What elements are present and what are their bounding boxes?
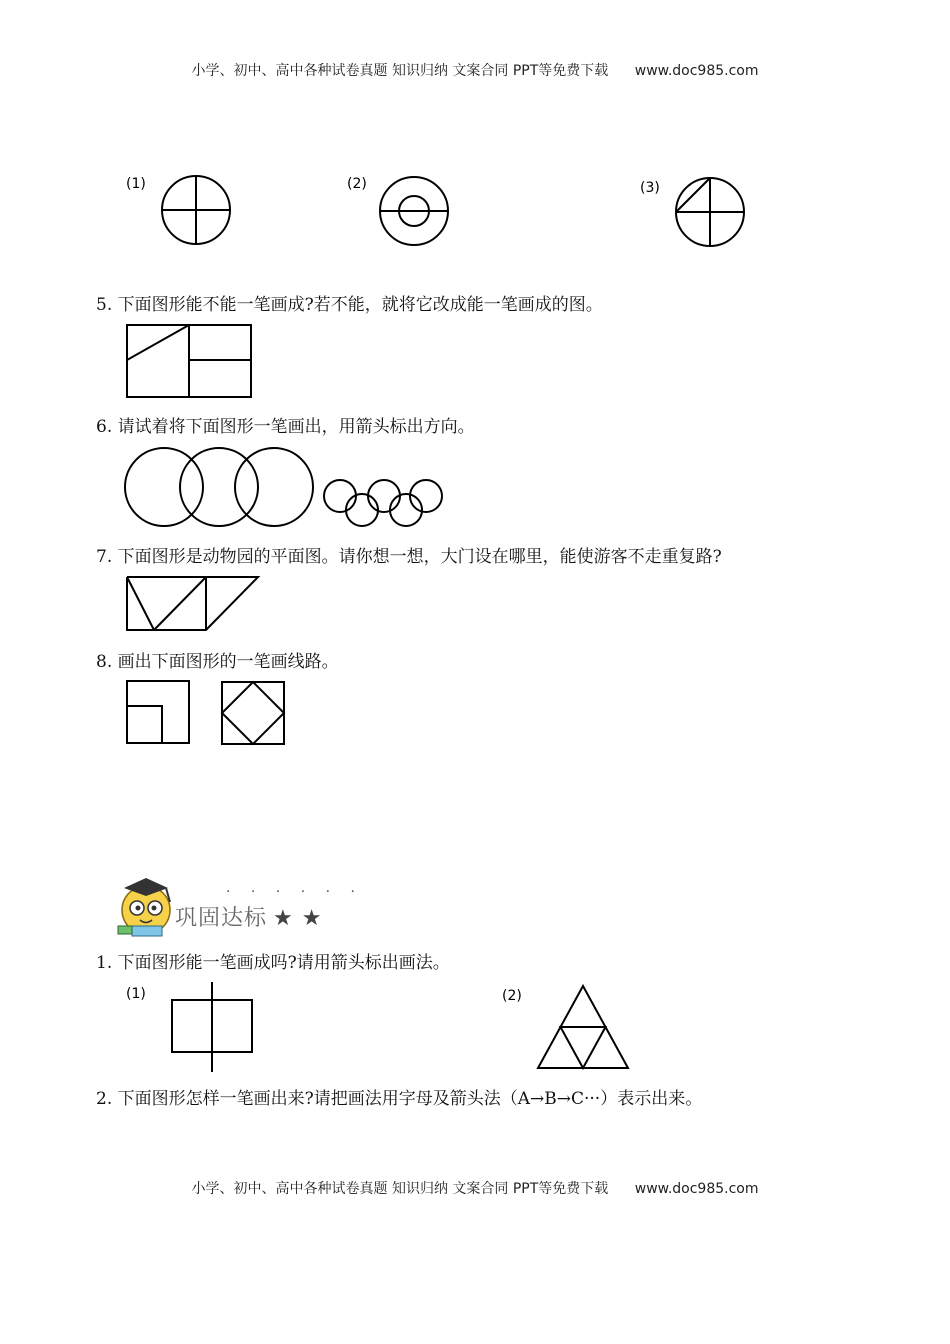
header-site[interactable]: www.doc985.com <box>634 63 759 79</box>
consolidate-fig2-label: (2) <box>502 988 522 1004</box>
mascot-icon <box>110 870 182 946</box>
consolidate-fig-1 <box>120 980 260 1074</box>
consolidate-question-1: 1. 下面图形能一笔画成吗?请用箭头标出画法。 <box>96 953 450 973</box>
consolidate-fig-2 <box>500 982 632 1072</box>
question-8: 8. 画出下面图形的一笔画线路。 <box>96 652 339 672</box>
q6-olympic-rings <box>322 478 446 530</box>
q5-rectangle-figure <box>126 324 256 402</box>
consolidate-question-2: 2. 下面图形怎样一笔画出来?请把画法用字母及箭头法（A→B→C···）表示出来。 <box>96 1089 703 1109</box>
circle-figure-2 <box>345 168 465 248</box>
question-7: 7. 下面图形是动物园的平面图。请你想一想，大门设在哪里，能使游客不走重复路? <box>96 547 722 567</box>
consolidate-fig1-label: (1) <box>126 986 146 1002</box>
fig1-label: (1) <box>126 176 146 192</box>
q6-three-circles <box>124 446 316 530</box>
fig2-label: (2) <box>347 176 367 192</box>
footer-site[interactable]: www.doc985.com <box>634 1181 759 1197</box>
fig3-label: (3) <box>640 180 660 196</box>
question-5: 5. 下面图形能不能一笔画成?若不能，就将它改成能一笔画成的图。 <box>96 295 603 315</box>
circle-figure-3 <box>638 170 758 250</box>
q7-zoo-plan-figure <box>126 576 261 632</box>
header-text: 小学、初中、高中各种试卷真题 知识归纳 文案合同 PPT等免费下载 <box>191 63 609 79</box>
section-dots: · · · · · · <box>226 884 363 900</box>
page-header <box>0 60 950 80</box>
footer-text: 小学、初中、高中各种试卷真题 知识归纳 文案合同 PPT等免费下载 <box>191 1181 609 1197</box>
question-6: 6. 请试着将下面图形一笔画出，用箭头标出方向。 <box>96 417 475 437</box>
section-title <box>175 901 322 932</box>
circle-figure-1 <box>120 168 240 248</box>
q8-square-figure-1 <box>126 680 192 746</box>
page-footer <box>0 1178 950 1198</box>
section-stars: ★ ★ <box>273 906 323 931</box>
section-title-text: 巩固达标 <box>175 906 268 931</box>
q8-square-figure-2 <box>221 681 287 747</box>
